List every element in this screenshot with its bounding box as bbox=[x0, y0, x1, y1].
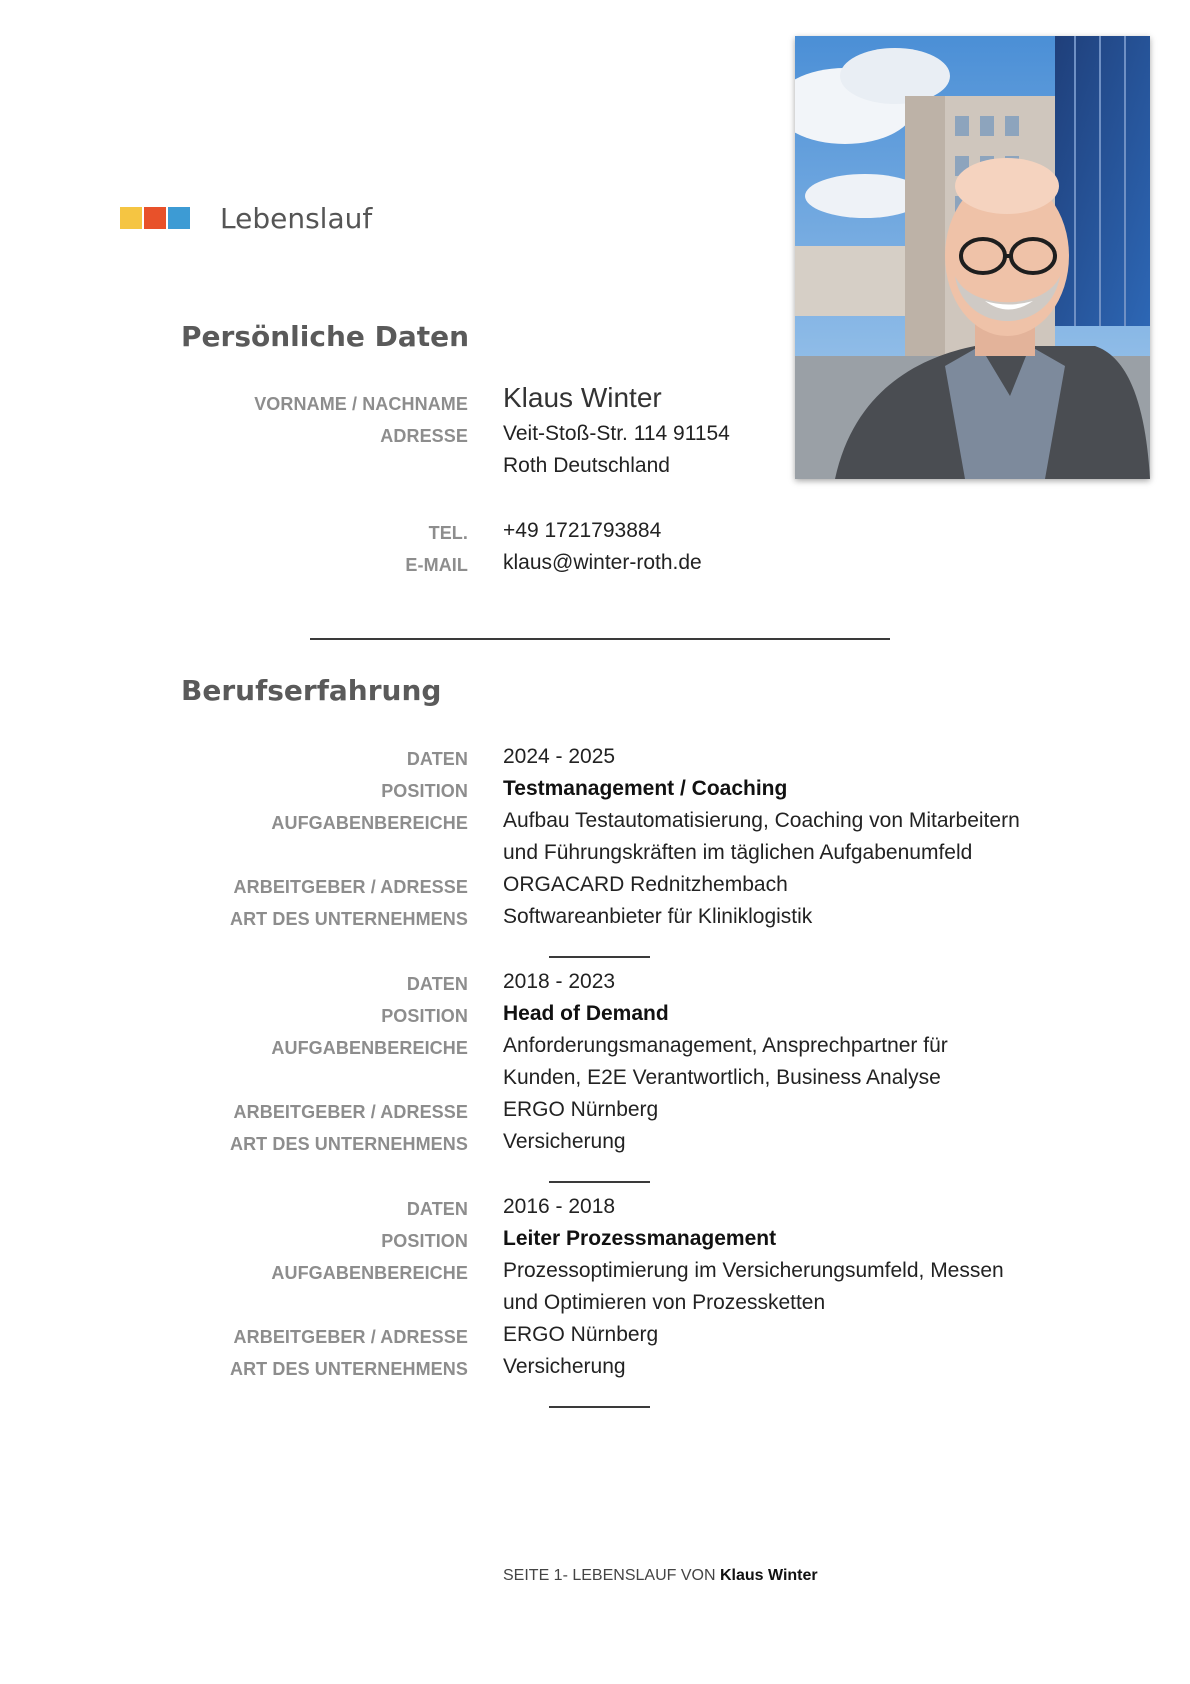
job-position: Testmanagement / Coaching bbox=[503, 777, 788, 800]
job-3-employer-row bbox=[0, 1321, 1190, 1353]
position-label: POSITION bbox=[381, 1231, 468, 1251]
phone-label: TEL. bbox=[428, 523, 468, 543]
section-divider bbox=[310, 638, 890, 640]
job-dates: 2016 - 2018 bbox=[503, 1195, 616, 1218]
tasks-label: AUFGABENBEREICHE bbox=[271, 813, 468, 833]
job-tasks-line-1: Prozessoptimierung im Versicherungsumfeld, Messen bbox=[503, 1259, 1004, 1282]
job-1-dates-row bbox=[0, 743, 1190, 775]
employer-label: ARBEITGEBER / ADRESSE bbox=[233, 1327, 468, 1347]
job-dates: 2018 - 2023 bbox=[503, 970, 616, 993]
email-label: E-MAIL bbox=[405, 555, 468, 575]
employer-label: ARBEITGEBER / ADRESSE bbox=[233, 877, 468, 897]
job-1-tasks-row-2 bbox=[0, 839, 1190, 871]
section-title-experience: Berufserfahrung bbox=[181, 674, 442, 707]
job-tasks-line-2: und Führungskräften im täglichen Aufgabenumfeld bbox=[503, 841, 973, 864]
job-1-position-row bbox=[0, 775, 1190, 807]
job-3-tasks-row-2 bbox=[0, 1289, 1190, 1321]
position-label: POSITION bbox=[381, 1006, 468, 1026]
footer-name: Klaus Winter bbox=[719, 1567, 818, 1584]
job-tasks-line-2: Kunden, E2E Verantwortlich, Business Analyse bbox=[503, 1066, 941, 1089]
address-line-2: Roth Deutschland bbox=[503, 454, 670, 477]
logo-square-blue bbox=[168, 207, 190, 229]
dates-label: DATEN bbox=[406, 749, 468, 769]
dates-label: DATEN bbox=[406, 1199, 468, 1219]
full-name: Klaus Winter bbox=[503, 382, 662, 413]
job-1-company-type-row bbox=[0, 903, 1190, 935]
document-title: Lebenslauf bbox=[220, 202, 373, 235]
job-1-tasks-row bbox=[0, 807, 1190, 839]
job-company-type: Versicherung bbox=[503, 1355, 626, 1378]
name-label: VORNAME / NACHNAME bbox=[254, 394, 468, 414]
personal-address-row bbox=[0, 420, 1190, 452]
dates-label: DATEN bbox=[406, 974, 468, 994]
job-separator bbox=[549, 956, 650, 958]
logo-squares bbox=[120, 207, 192, 229]
tasks-label: AUFGABENBEREICHE bbox=[271, 1038, 468, 1058]
employer-label: ARBEITGEBER / ADRESSE bbox=[233, 1102, 468, 1122]
company-type-label: ART DES UNTERNEHMENS bbox=[229, 1359, 468, 1379]
section-title-personal: Persönliche Daten bbox=[181, 320, 470, 353]
job-company-type: Softwareanbieter für Kliniklogistik bbox=[503, 905, 813, 928]
position-label: POSITION bbox=[381, 781, 468, 801]
email-address: klaus@winter-roth.de bbox=[503, 551, 702, 574]
job-tasks-line-1: Aufbau Testautomatisierung, Coaching von Mitarbeitern bbox=[503, 809, 1020, 832]
job-company-type: Versicherung bbox=[503, 1130, 626, 1153]
personal-address-row-2 bbox=[0, 452, 1190, 484]
job-employer: ERGO Nürnberg bbox=[503, 1323, 659, 1346]
phone-number: +49 1721793884 bbox=[503, 519, 662, 542]
job-3-company-type-row bbox=[0, 1353, 1190, 1385]
job-position: Leiter Prozessmanagement bbox=[503, 1227, 777, 1250]
logo-square-red bbox=[144, 207, 166, 229]
job-2-tasks-row-2 bbox=[0, 1064, 1190, 1096]
job-3-dates-row bbox=[0, 1193, 1190, 1225]
personal-phone-row bbox=[0, 517, 1190, 549]
address-line-1: Veit-Stoß-Str. 114 91154 bbox=[503, 422, 730, 445]
job-tasks-line-2: und Optimieren von Prozessketten bbox=[503, 1291, 826, 1314]
job-tasks-line-1: Anforderungsmanagement, Ansprechpartner für bbox=[503, 1034, 948, 1057]
job-2-tasks-row bbox=[0, 1032, 1190, 1064]
address-label: ADRESSE bbox=[380, 426, 468, 446]
job-1-employer-row bbox=[0, 871, 1190, 903]
job-3-position-row bbox=[0, 1225, 1190, 1257]
company-type-label: ART DES UNTERNEHMENS bbox=[229, 1134, 468, 1154]
page-footer bbox=[503, 1567, 818, 1585]
job-3-tasks-row bbox=[0, 1257, 1190, 1289]
job-employer: ORGACARD Rednitzhembach bbox=[503, 873, 788, 896]
job-2-company-type-row bbox=[0, 1128, 1190, 1160]
job-2-employer-row bbox=[0, 1096, 1190, 1128]
tasks-label: AUFGABENBEREICHE bbox=[271, 1263, 468, 1283]
job-employer: ERGO Nürnberg bbox=[503, 1098, 659, 1121]
personal-name-row bbox=[0, 382, 1190, 420]
company-type-label: ART DES UNTERNEHMENS bbox=[229, 909, 468, 929]
job-position: Head of Demand bbox=[503, 1002, 669, 1025]
job-2-position-row bbox=[0, 1000, 1190, 1032]
job-separator bbox=[549, 1406, 650, 1408]
job-2-dates-row bbox=[0, 968, 1190, 1000]
logo-square-yellow bbox=[120, 207, 142, 229]
footer-prefix: SEITE 1- LEBENSLAUF VON bbox=[503, 1567, 716, 1584]
personal-email-row bbox=[0, 549, 1190, 581]
job-separator bbox=[549, 1181, 650, 1183]
job-dates: 2024 - 2025 bbox=[503, 745, 616, 768]
